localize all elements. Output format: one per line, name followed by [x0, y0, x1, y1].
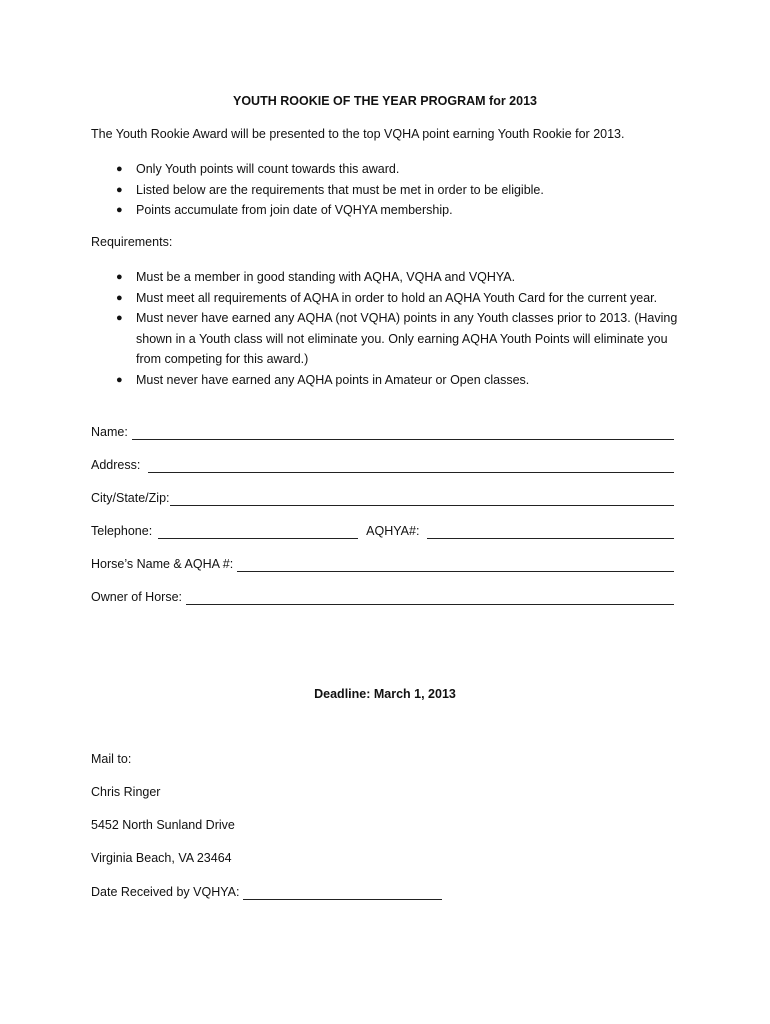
list-item: ● Only Youth points will count towards this award.	[91, 159, 691, 180]
bullet-icon: ●	[116, 163, 123, 175]
list-item: ● Must never have earned any AQHA points in Amateur or Open classes.	[91, 370, 691, 391]
requirements-heading: Requirements:	[91, 235, 173, 249]
bullet-icon: ●	[116, 312, 123, 324]
city-state-zip-field-row	[91, 488, 674, 506]
date-received-field[interactable]	[243, 885, 442, 900]
bullet-icon: ●	[116, 183, 123, 196]
name-field[interactable]	[132, 425, 674, 440]
owner-field-row	[91, 587, 674, 605]
horse-name-field[interactable]	[237, 557, 674, 572]
intro-text: The Youth Rookie Award will be presented to the top VQHA point earning Youth Rookie for 2013.	[91, 127, 625, 141]
bullet-icon: ●	[116, 204, 123, 216]
date-received-row	[91, 882, 442, 900]
address-field[interactable]	[148, 458, 674, 473]
list-item: ● Must be a member in good standing with AQHA, VQHA and VQHYA.	[91, 267, 691, 288]
mail-name: Chris Ringer	[91, 785, 161, 799]
address-label: Address:	[91, 458, 141, 472]
mail-city: Virginia Beach, VA 23464	[91, 851, 232, 865]
city-state-zip-label: City/State/Zip:	[91, 491, 170, 505]
eligibility-list	[91, 159, 691, 221]
name-label: Name:	[91, 425, 128, 439]
city-state-zip-field[interactable]	[170, 491, 675, 506]
address-field-row	[91, 455, 674, 473]
aqhya-field[interactable]	[427, 524, 674, 539]
telephone-field[interactable]	[158, 524, 358, 539]
telephone-label: Telephone:	[91, 524, 153, 538]
owner-label: Owner of Horse:	[91, 590, 183, 604]
date-received-label: Date Received by VQHYA:	[91, 885, 240, 899]
requirements-list	[91, 267, 691, 390]
bullet-icon: ●	[116, 291, 123, 304]
list-item: ● Listed below are the requirements that must be met in order to be eligible.	[91, 180, 691, 201]
list-item: ● Must meet all requirements of AQHA in order to hold an AQHA Youth Card for the current year.	[91, 288, 691, 309]
list-item: ● Must never have earned any AQHA (not VQHA) points in any Youth classes prior to 2013. (Having shown in a Youth class will not eliminate you. Only earning AQHA Youth Points will eliminate you from competing for this award.)	[91, 308, 691, 370]
mail-street: 5452 North Sunland Drive	[91, 818, 235, 832]
aqhya-label: AQHYA#:	[366, 524, 420, 538]
bullet-icon: ●	[116, 373, 123, 386]
deadline-text: Deadline: March 1, 2013	[314, 687, 456, 701]
list-item: ● Points accumulate from join date of VQHYA membership.	[91, 200, 691, 221]
horse-name-label: Horse’s Name & AQHA #:	[91, 557, 234, 571]
owner-field[interactable]	[186, 590, 674, 605]
horse-name-field-row	[91, 554, 674, 572]
telephone-field-row	[91, 521, 674, 539]
name-field-row	[91, 422, 674, 440]
page-title: YOUTH ROOKIE OF THE YEAR PROGRAM for 2013	[233, 94, 537, 108]
mail-to-label: Mail to:	[91, 752, 132, 766]
bullet-icon: ●	[116, 271, 123, 283]
